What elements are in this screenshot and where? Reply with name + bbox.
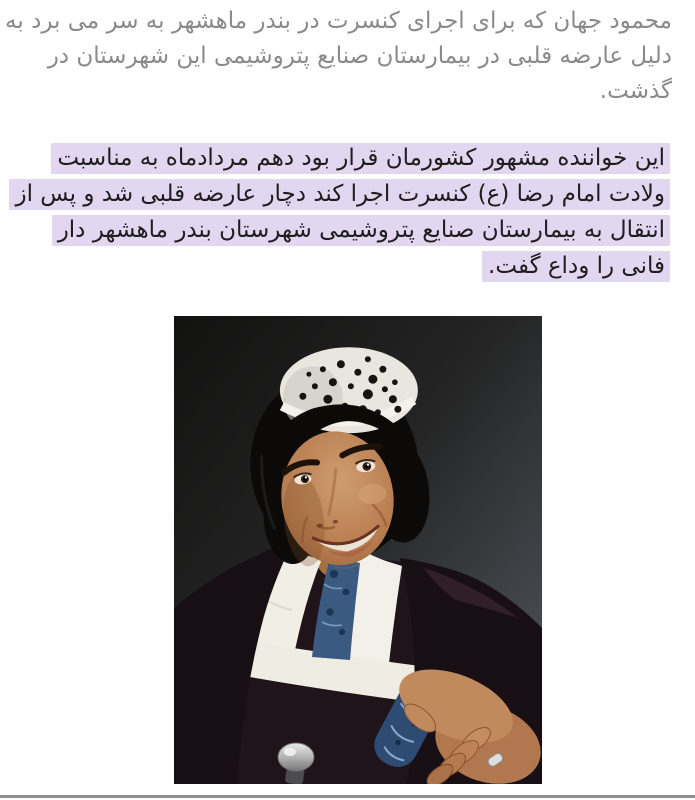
highlight-line-4 [25,250,670,286]
bottom-divider [0,795,695,798]
highlighted-text: فانی را وداع گفت. [482,251,670,282]
highlighted-text: ولادت امام رضا (ع) کنسرت اجرا کند دچار عارضه قلبی شد و پس از [9,179,670,210]
highlight-line-2 [15,178,670,214]
lead-paragraph [5,0,672,109]
highlight-line-1 [25,142,670,178]
portrait-photo[interactable] [174,316,542,784]
lead-line-2: دلیل عارضه قلبی در بیمارستان صنایع پتروشیمی این شهرستان در [47,43,672,69]
lead-line-3: گذشت. [599,78,672,104]
lead-line-1: محمود جهان که برای اجرای کنسرت در بندر ماهشهر به سر می برد به [5,8,672,34]
portrait-illustration [174,316,542,784]
highlighted-text: انتقال به بیمارستان صنایع پتروشیمی شهرستان بندر ماهشهر دار [52,215,670,246]
highlighted-text: این خواننده مشهور کشورمان قرار بود دهم مردادماه به مناسبت [51,143,670,174]
highlight-line-3 [25,214,670,250]
highlighted-paragraph [15,142,670,286]
